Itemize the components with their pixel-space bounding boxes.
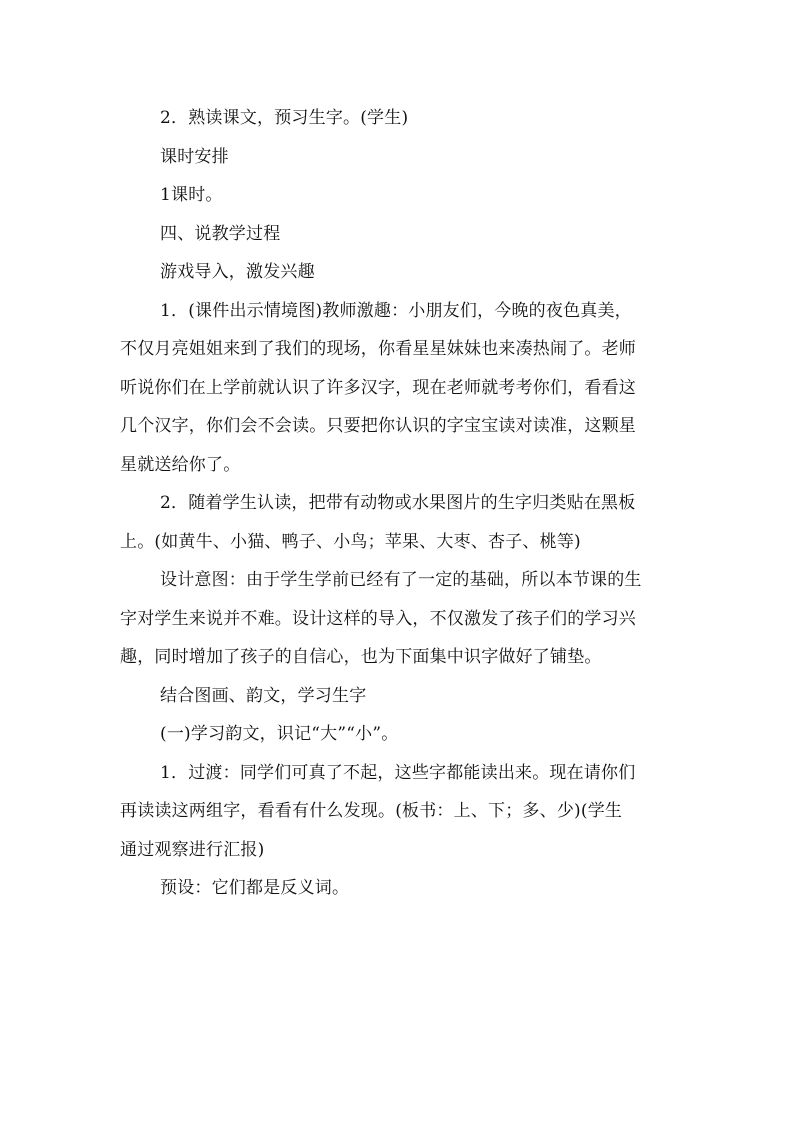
paragraph-transition-line-3: 通过观察进行汇报) — [120, 839, 265, 860]
paragraph-intro-step-1-line-4: 几个汉字，你们会不会读。只要把你认识的字宝宝读对读准，这颗星 — [120, 416, 636, 436]
paragraph-lesson-count: 1课时。 — [160, 185, 223, 205]
document-body — [120, 99, 680, 908]
heading-learn-rhymes: (一)学习韵文，识记“大”“小”。 — [160, 724, 399, 744]
paragraph-transition-line-1: 1．过渡：同学们可真了不起，这些字都能读出来。现在请你们 — [160, 762, 636, 783]
heading-learn-characters: 结合图画、韵文，学习生字 — [160, 685, 367, 706]
paragraph-prepare-step-2: 2．熟读课文，预习生字。(学生) — [160, 108, 409, 128]
paragraph-intro-step-2-line-2: 上。(如黄牛、小猫、鸭子、小鸟；苹果、大枣、杏子、桃等) — [120, 531, 581, 552]
paragraph-intro-step-1-line-1: 1．(课件出示情境图)教师激趣：小朋友们，今晚的夜色真美， — [160, 300, 632, 321]
paragraph-design-intent-line-3: 趣，同时增加了孩子的自信心，也为下面集中识字做好了铺垫。 — [120, 647, 602, 667]
paragraph-transition-line-2: 再读读这两组字，看看有什么发现。(板书：上、下；多、少)(学生 — [120, 801, 623, 821]
heading-lesson-schedule: 课时安排 — [160, 146, 229, 167]
paragraph-design-intent-line-1: 设计意图：由于学生学前已经有了一定的基础，所以本节课的生 — [160, 570, 642, 590]
heading-teaching-process: 四、说教学过程 — [160, 223, 281, 244]
paragraph-intro-step-1-line-3: 听说你们在上学前就认识了许多汉字，现在老师就考考你们，看看这 — [120, 377, 636, 398]
paragraph-intro-step-1-line-5: 星就送给你了。 — [120, 454, 241, 475]
paragraph-design-intent-line-2: 字对学生来说并不难。设计这样的导入，不仅激发了孩子们的学习兴 — [120, 608, 636, 629]
heading-game-introduction: 游戏导入，激发兴趣 — [160, 262, 315, 282]
paragraph-preset-answer: 预设：它们都是反义词。 — [160, 878, 350, 898]
paragraph-intro-step-1-line-2: 不仅月亮姐姐来到了我们的现场，你看星星妹妹也来凑热闹了。老师 — [120, 339, 636, 359]
paragraph-intro-step-2-line-1: 2．随着学生认读，把带有动物或水果图片的生字归类贴在黑板 — [160, 493, 636, 513]
